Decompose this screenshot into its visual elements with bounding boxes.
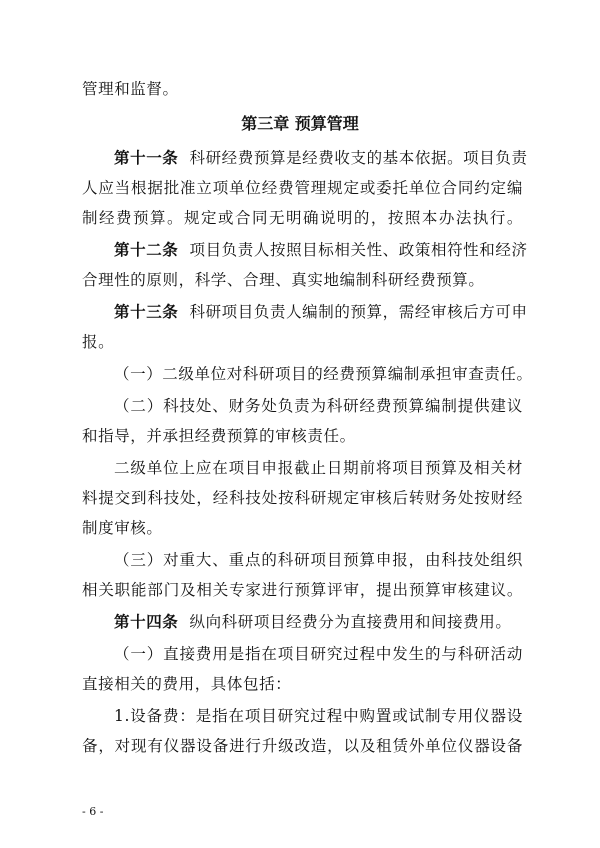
article-12-text-1: 项目负责人按照目标相关性、政策相符性和经济 — [189, 241, 528, 259]
article-14-item-d1-line-2: 备，对现有仪器设备进行升级改造，以及租赁外单位仪器设备 — [82, 737, 523, 755]
article-11-line-1 — [114, 148, 528, 168]
article-13-text-1: 科研项目负责人编制的预算，需经审核后方可申 — [189, 303, 528, 321]
article-13-line-1 — [114, 302, 528, 322]
article-12-line-1 — [114, 240, 528, 260]
article-13-item-2-line-2: 和指导，并承担经费预算的审核责任。 — [82, 427, 356, 445]
article-11-heading: 第十一条 — [114, 148, 179, 167]
text-line-top: 管理和监督。 — [82, 80, 179, 98]
article-11-line-2: 人应当根据批准立项单位经费管理规定或委托单位合同约定编 — [82, 179, 523, 197]
article-13-item-3-line-1: （三）对重大、重点的科研项目预算申报，由科技处组织 — [114, 551, 523, 569]
article-12-heading: 第十二条 — [114, 240, 179, 259]
article-14-heading: 第十四条 — [114, 612, 179, 631]
article-14-item-1-line-2: 直接相关的费用，具体包括： — [82, 675, 292, 693]
article-13-item-2-line-1: （二）科技处、财务处负责为科研经费预算编制提供建议 — [114, 397, 523, 415]
article-12-line-2: 合理性的原则，科学、合理、真实地编制科研经费预算。 — [82, 271, 485, 289]
article-14-item-d1-line-1: 1.设备费：是指在项目研究过程中购置或试制专用仪器设 — [114, 707, 523, 725]
article-13-item-1: （一）二级单位对科研项目的经费预算编制承担审查责任。 — [114, 365, 533, 383]
article-13-para-line-2: 料提交到科技处，经科技处按科研规定审核后转财务处按财经 — [82, 489, 523, 507]
chapter-title: 第三章 预算管理 — [241, 114, 359, 133]
article-11-text-1: 科研经费预算是经费收支的基本依据。项目负责 — [189, 149, 528, 167]
page-number: - 6 - — [82, 805, 104, 818]
article-14-line-1 — [114, 612, 523, 632]
article-14-item-1-line-1: （一）直接费用是指在项目研究过程中发生的与科研活动 — [114, 645, 523, 663]
article-13-line-2: 报。 — [82, 333, 115, 351]
article-11-line-3: 制经费预算。规定或合同无明确说明的，按照本办法执行。 — [82, 209, 523, 227]
article-13-para-line-3: 制度审核。 — [82, 519, 163, 537]
article-14-text-1: 纵向科研项目经费分为直接费用和间接费用。 — [189, 613, 512, 631]
article-13-heading: 第十三条 — [114, 302, 179, 321]
article-13-para-line-1: 二级单位上应在项目申报截止日期前将项目预算及相关材 — [114, 459, 523, 477]
article-13-item-3-line-2: 相关职能部门及相关专家进行预算评审，提出预算审核建议。 — [82, 581, 523, 599]
